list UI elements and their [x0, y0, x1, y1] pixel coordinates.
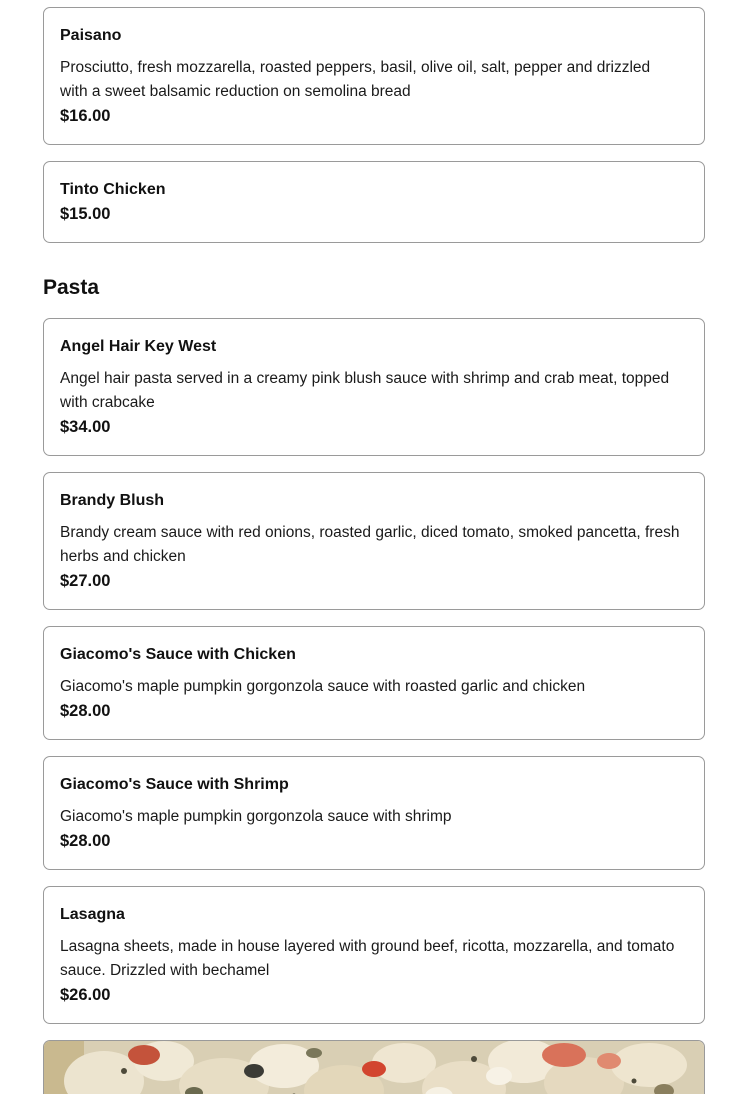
menu-item-name: Paisano: [60, 27, 122, 44]
menu-item-price: $15.00: [60, 205, 111, 223]
menu-item-card[interactable]: [43, 756, 705, 870]
menu-item-card[interactable]: [43, 886, 705, 1024]
menu-item-name: Giacomo's Sauce with Shrimp: [60, 776, 289, 793]
menu-item-name: Giacomo's Sauce with Chicken: [60, 646, 296, 663]
food-photo: [43, 1040, 705, 1094]
menu-item-description: Angel hair pasta served in a creamy pink blush sauce with shrimp and crab meat, topped with crabcake: [60, 370, 670, 411]
menu-item-price: $28.00: [60, 832, 111, 850]
menu-item-card[interactable]: [43, 161, 705, 243]
menu-item-card[interactable]: [43, 7, 705, 145]
menu-item-price: $26.00: [60, 986, 111, 1004]
menu-item-price: $16.00: [60, 107, 111, 125]
section-heading-pasta: Pasta: [43, 276, 100, 299]
menu-item-description: Brandy cream sauce with red onions, roasted garlic, diced tomato, smoked pancetta, fresh herbs and chicken: [60, 524, 680, 565]
menu-item-card[interactable]: [43, 318, 705, 456]
menu-item-card[interactable]: [43, 472, 705, 610]
menu-item-name: Tinto Chicken: [60, 181, 166, 198]
menu-item-description: Giacomo's maple pumpkin gorgonzola sauce with roasted garlic and chicken: [60, 678, 586, 695]
menu-item-description: Giacomo's maple pumpkin gorgonzola sauce with shrimp: [60, 808, 452, 825]
menu-item-price: $28.00: [60, 702, 111, 720]
menu-item-price: $34.00: [60, 418, 111, 436]
menu-item-card[interactable]: [43, 626, 705, 740]
menu-item-description: Prosciutto, fresh mozzarella, roasted peppers, basil, olive oil, salt, pepper and drizzled with a sweet balsamic reduction on semolina bread: [60, 59, 651, 100]
menu-item-name: Brandy Blush: [60, 492, 165, 509]
menu-item-price: $27.00: [60, 572, 111, 590]
menu-item-description: Lasagna sheets, made in house layered with ground beef, ricotta, mozzarella, and tomato sauce. Drizzled with bechamel: [60, 938, 675, 979]
pasta-dish-image: [44, 1041, 705, 1094]
menu-item-name: Lasagna: [60, 906, 125, 923]
menu-item-name: Angel Hair Key West: [60, 338, 217, 355]
